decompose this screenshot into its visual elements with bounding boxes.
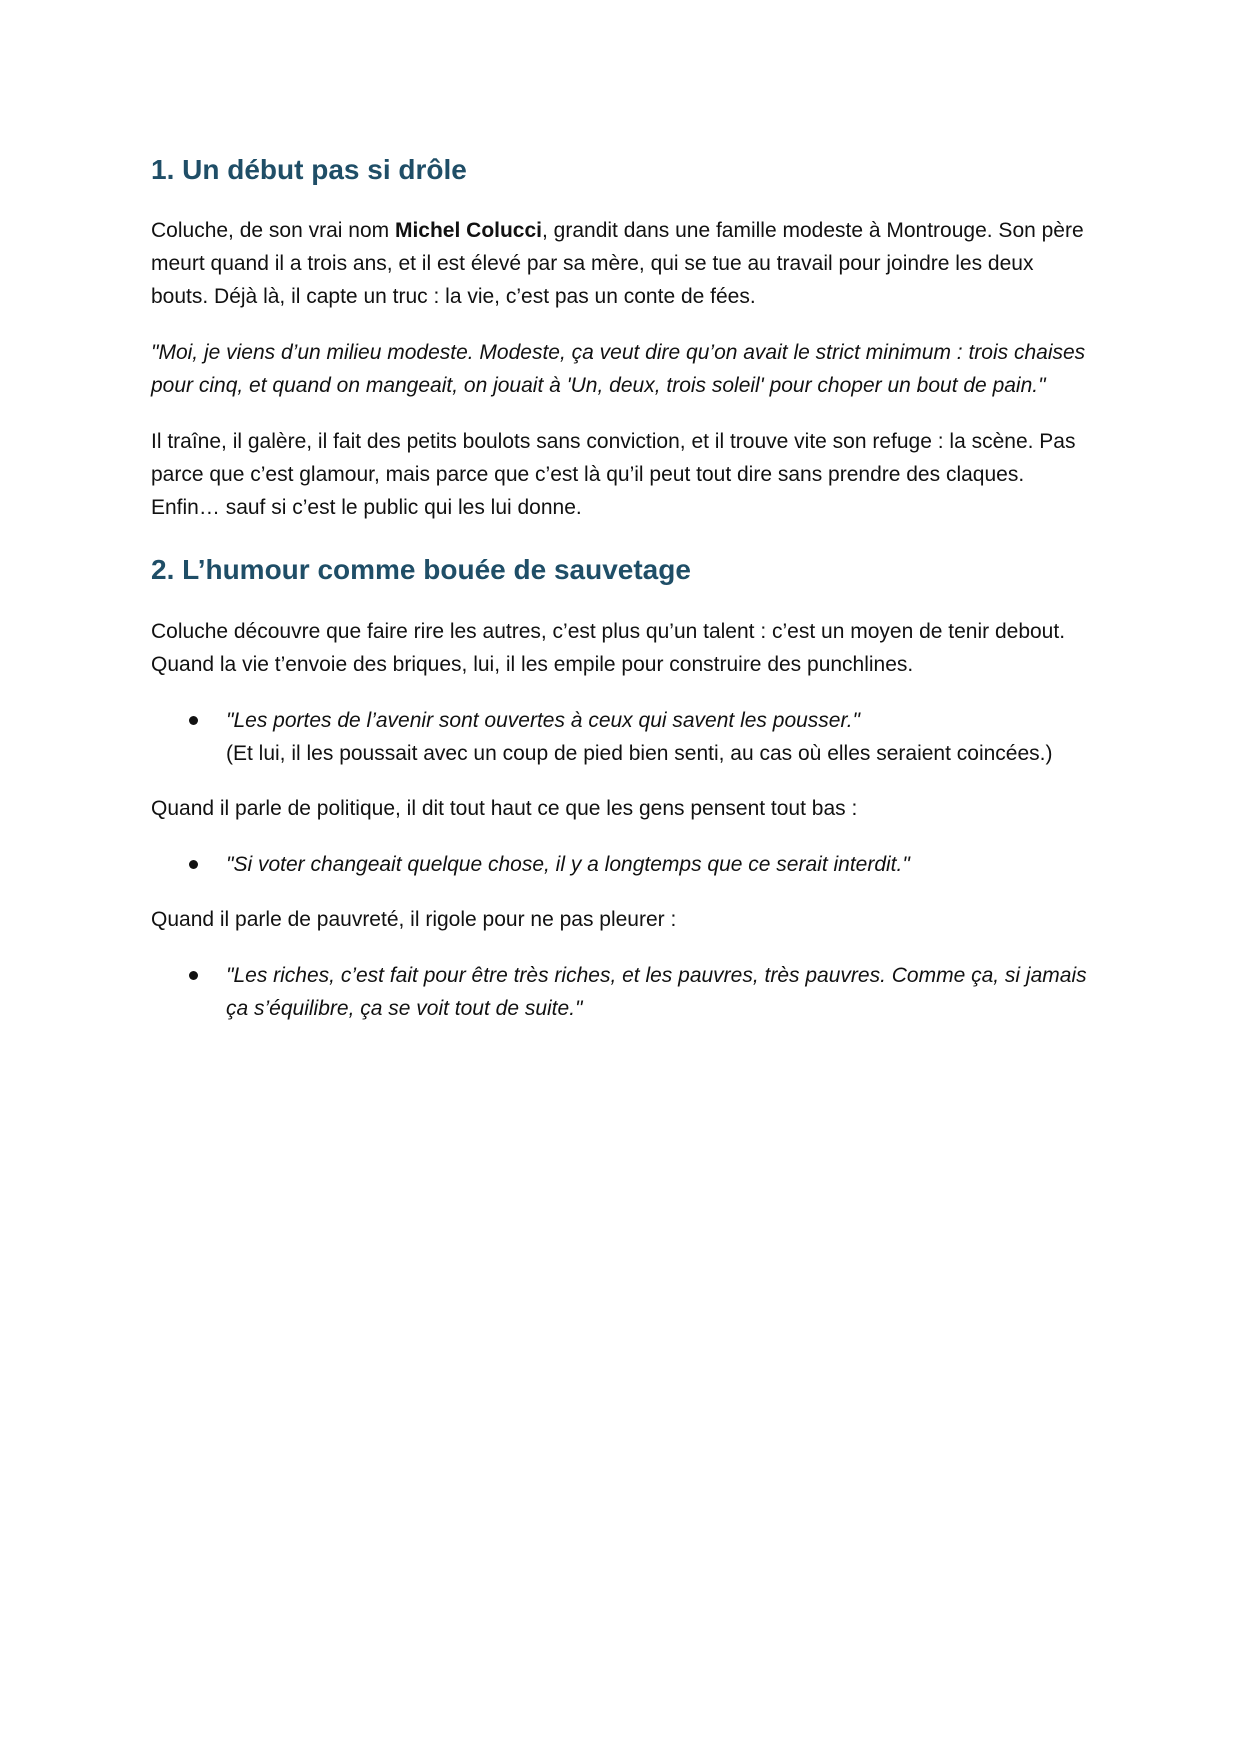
paragraph-text: Coluche, de son vrai nom <box>151 219 395 242</box>
quote-text: "Si voter changeait quelque chose, il y a longtemps que ce serait interdit." <box>226 853 910 876</box>
paragraph: Quand il parle de politique, il dit tout haut ce que les gens pensent tout bas : <box>151 797 858 820</box>
quote-text: "Les portes de l’avenir sont ouvertes à ceux qui savent les pousser." <box>226 709 860 732</box>
bullet-icon <box>189 716 198 725</box>
list-item <box>151 848 1091 881</box>
quote-paragraph: "Moi, je viens d’un milieu modeste. Modeste, ça veut dire qu’on avait le strict minimum : trois chaises pour cinq, et quand on mangeait, on jouait à 'Un, deux, trois soleil' pour choper un bout de pain." <box>151 341 1086 397</box>
paragraph-text: , grandit dans une famille modeste à Montrouge. Son père meurt quand il a trois ans, et il est élevé par sa mère, qui se tue au travail pour joindre les deux bouts. Déjà là, il capte un truc : la vie, c’est pas un conte de fées. <box>151 219 1084 308</box>
paragraph: Coluche découvre que faire rire les autres, c’est plus qu’un talent : c’est un moyen de tenir debout. Quand la vie t’envoie des briques, lui, il les empile pour construire des punchlines. <box>151 620 1066 676</box>
section-heading: 2. L’humour comme bouée de sauvetage <box>151 554 691 585</box>
list-item <box>151 704 1091 770</box>
bullet-icon <box>189 971 198 980</box>
bullet-list <box>151 959 1091 1025</box>
list-item <box>151 959 1091 1025</box>
bullet-icon <box>189 860 198 869</box>
quote-text: "Les riches, c’est fait pour être très riches, et les pauvres, très pauvres. Comme ça, si jamais ça s’équilibre, ça se voit tout de suite." <box>226 964 1087 1020</box>
bullet-list <box>151 848 1091 881</box>
bold-name: Michel Colucci <box>394 219 542 242</box>
paragraph: Quand il parle de pauvreté, il rigole pour ne pas pleurer : <box>151 908 677 931</box>
quote-note: (Et lui, il les poussait avec un coup de pied bien senti, au cas où elles seraient coincées.) <box>226 742 1053 765</box>
section-heading: 1. Un début pas si drôle <box>151 154 467 185</box>
bullet-list <box>151 704 1091 770</box>
paragraph <box>151 214 1091 313</box>
paragraph: Il traîne, il galère, il fait des petits boulots sans conviction, et il trouve vite son refuge : la scène. Pas parce que c’est glamour, mais parce que c’est là qu’il peut tout dire sans prendre des claques. Enfin… sauf si c’est le public qui les lui donne. <box>151 430 1076 519</box>
document-body <box>151 150 1091 1047</box>
